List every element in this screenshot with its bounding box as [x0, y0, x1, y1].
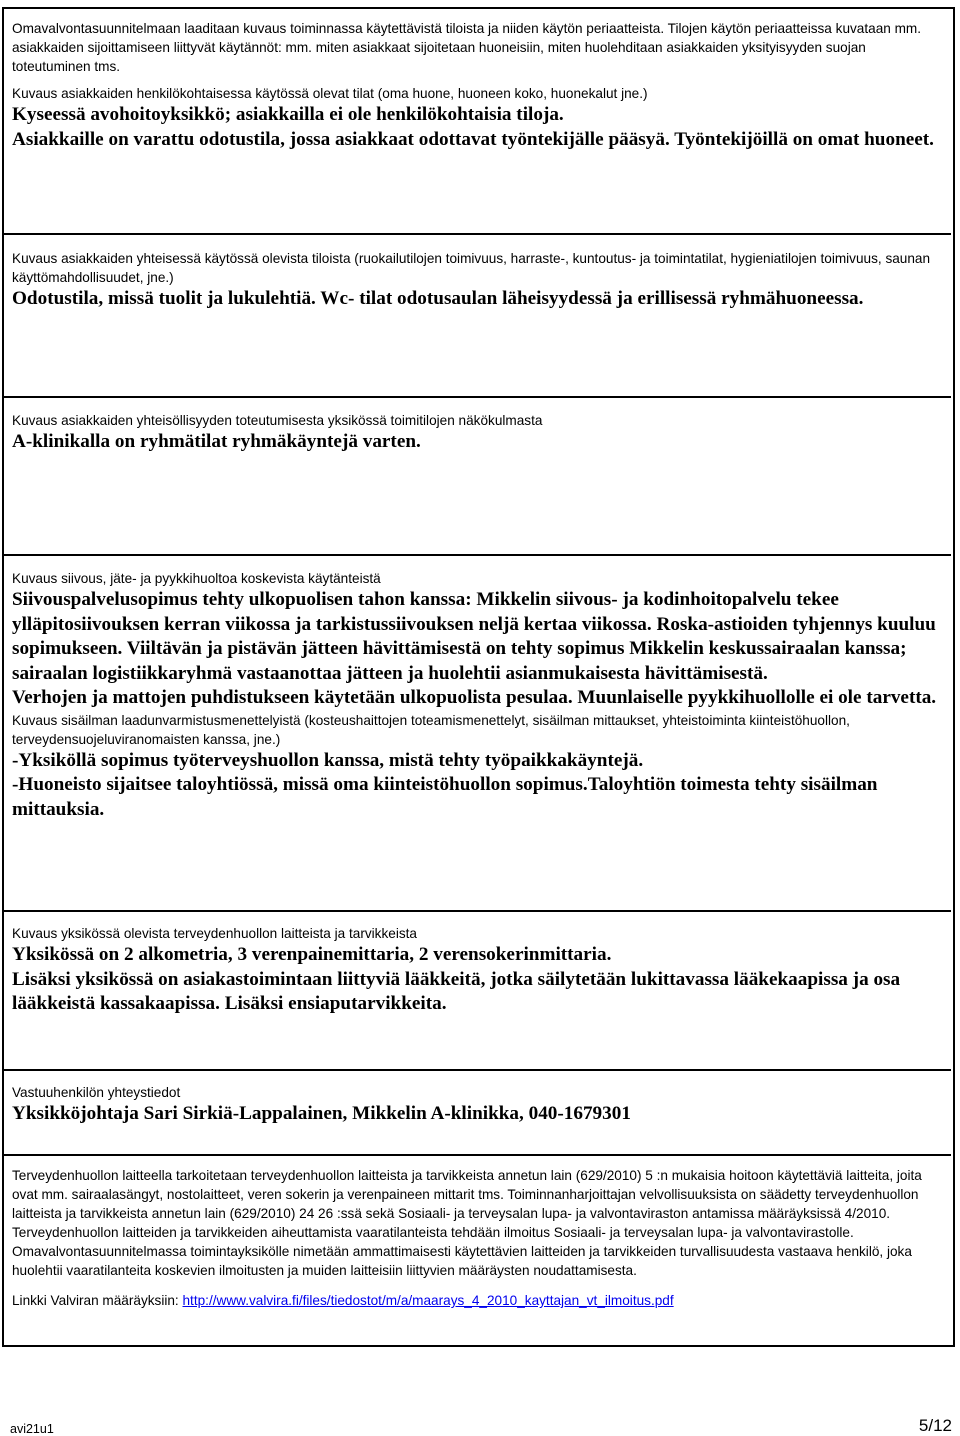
- page-number: 5/12: [918, 1416, 952, 1435]
- community-answer: A-klinikalla on ryhmätilat ryhmäkäyntejä varten.: [12, 431, 421, 452]
- shared-spaces-label: Kuvaus asiakkaiden yhteisessä käytössä olevista tiloista (ruokailutilojen toimivuus, harraste-, kuntoutus- ja toimintatilat, hygieniatilojen toimivuus, saunan käyttömahdollisuudet, jne.): [12, 251, 931, 285]
- section-community: [2, 396, 951, 455]
- section-responsible-person: [2, 1069, 951, 1127]
- valvira-link[interactable]: http://www.valvira.fi/files/tiedostot/m/a/maarays_4_2010_kayttajan_vt_ilmoitus.pdf: [182, 1293, 674, 1308]
- cleaning-answer-1: Siivouspalvelusopimus tehty ulkopuolisen tahon kanssa: Mikkelin siivous- ja kodinhoitopalvelu tekee ylläpitosiivouksen kerran viikossa ja tarkistussiivouksen neljä kertaa viikossa. Roska-astioiden tyhjennys kuuluu sopimukseen. Viiltävän ja pistävän jätteen hävittämisestä on tehty sopimus Mikkelin keskussairaalan kanssa; sairaalan logistiikkaryhmä vastaanottaa jätteen ja huolehtii asianmukaisesta hävittämisestä.: [12, 589, 936, 684]
- intro-text: Omavalvontasuunnitelmaan laaditaan kuvaus toiminnassa käytettävistä tiloista ja niiden käytön periaatteista. Tilojen käytön periaatteissa kuvataan mm. asiakkaiden sijoittamiseen liittyvät käytännöt: mm. miten asiakkaat sijoitetaan huoneisiin, miten huolehditaan asiakkaiden yksityisyyden suojan toteutuminen tms.: [12, 21, 922, 74]
- indoor-air-answer-2: -Huoneisto sijaitsee taloyhtiössä, missä oma kiinteistöhuollon sopimus.Taloyhtiön toimesta tehty sisäilman mittauksia.: [12, 774, 878, 820]
- cleaning-label: Kuvaus siivous, jäte- ja pyykkihuoltoa koskevista käytänteistä: [12, 571, 381, 586]
- section-shared-spaces: [2, 233, 951, 312]
- private-spaces-answer-1: Kyseessä avohoitoyksikkö; asiakkailla ei ole henkilökohtaisia tiloja.: [12, 104, 564, 125]
- responsible-person-answer: Yksikköjohtaja Sari Sirkiä-Lappalainen, Mikkelin A-klinikka, 040-1679301: [12, 1103, 631, 1124]
- equipment-label: Kuvaus yksikössä olevista terveydenhuollon laitteista ja tarvikkeista: [12, 926, 417, 941]
- indoor-air-answer-1: -Yksiköllä sopimus työterveyshuollon kanssa, mistä tehty työpaikkakäyntejä.: [12, 749, 644, 771]
- document-code: avi21u1: [10, 1422, 54, 1436]
- private-spaces-answer-2: Asiakkaille on varattu odotustila, jossa asiakkaat odottavat työntekijälle pääsyä. Työntekijöillä on omat huoneet.: [12, 128, 934, 150]
- valvira-link-prefix: Linkki Valviran määräyksiin:: [12, 1293, 183, 1308]
- medical-devices-info-text: Terveydenhuollon laitteella tarkoitetaan terveydenhuollon laitteista ja tarvikkeista annetun lain (629/2010) 5 :n mukaisia hoitoon käytettäviä laitteita, joita ovat mm. sairaalasängyt, nostolaitteet, veren sokerin ja verenpaineen mittarit tms. Toiminnanharjoittajan velvollisuuksista on säädetty terveydenhuollon laitteista ja tarvikkeista annetun lain (629/2010) 24 26 :ssä sekä Sosiaali- ja terveysalan lupa- ja valvontaviraston antamissa määräyksissä 4/2010. Terveydenhuollon laitteiden ja tarvikkeiden aiheuttamista vaaratilanteista tehdään ilmoitus Sosiaali- ja terveysalan lupa- ja valvontavirastolle. Omavalvontasuunnitelmassa toimintayksikölle nimetään ammattimaisesti käytettävien laitteiden ja tarvikkeiden turvallisuudesta vastaava henkilö, joka huolehtii vaaratilanteita koskevien ilmoitusten ja muiden laitteisiin liittyvien määräysten noudattamisesta.: [12, 1168, 922, 1278]
- community-label: Kuvaus asiakkaiden yhteisöllisyyden toteutumisesta yksikössä toimitilojen näkökulmasta: [12, 413, 543, 428]
- shared-spaces-answer: Odotustila, missä tuolit ja lukulehtiä. Wc- tilat odotusaulan läheisyydessä ja erillisessä ryhmähuoneessa.: [12, 288, 864, 309]
- private-spaces-label: Kuvaus asiakkaiden henkilökohtaisessa käytössä olevat tilat (oma huone, huoneen koko, huonekalut jne.): [12, 86, 648, 101]
- indoor-air-label: Kuvaus sisäilman laadunvarmistusmenettelyistä (kosteushaittojen toteamismenettelyt, sisäilman mittaukset, yhteistoiminta kiinteistöhuollon, terveydensuojeluviranomaisten kanssa, jne.): [12, 712, 850, 747]
- valvira-link-line: [12, 1291, 941, 1310]
- section-private-spaces: [2, 19, 951, 152]
- section-equipment: [2, 910, 951, 1017]
- section-medical-devices-info: [2, 1154, 951, 1310]
- section-cleaning: [2, 554, 951, 822]
- cleaning-answer-2: Verhojen ja mattojen puhdistukseen käytetään ulkopuolista pesulaa. Muunlaiselle pyykkihuollolle ei ole tarvetta.: [12, 687, 937, 708]
- equipment-answer-2: Lisäksi yksikössä on asiakastoimintaan liittyviä lääkkeitä, jotka säilytetään lukittavassa lääkekaapissa ja osa lääkkeistä kassakaapissa. Lisäksi ensiaputarvikkeita.: [12, 968, 901, 1014]
- equipment-answer-1: Yksikössä on 2 alkometria, 3 verenpainemittaria, 2 verensokerinmittaria.: [12, 944, 612, 965]
- responsible-person-label: Vastuuhenkilön yhteystiedot: [12, 1085, 181, 1100]
